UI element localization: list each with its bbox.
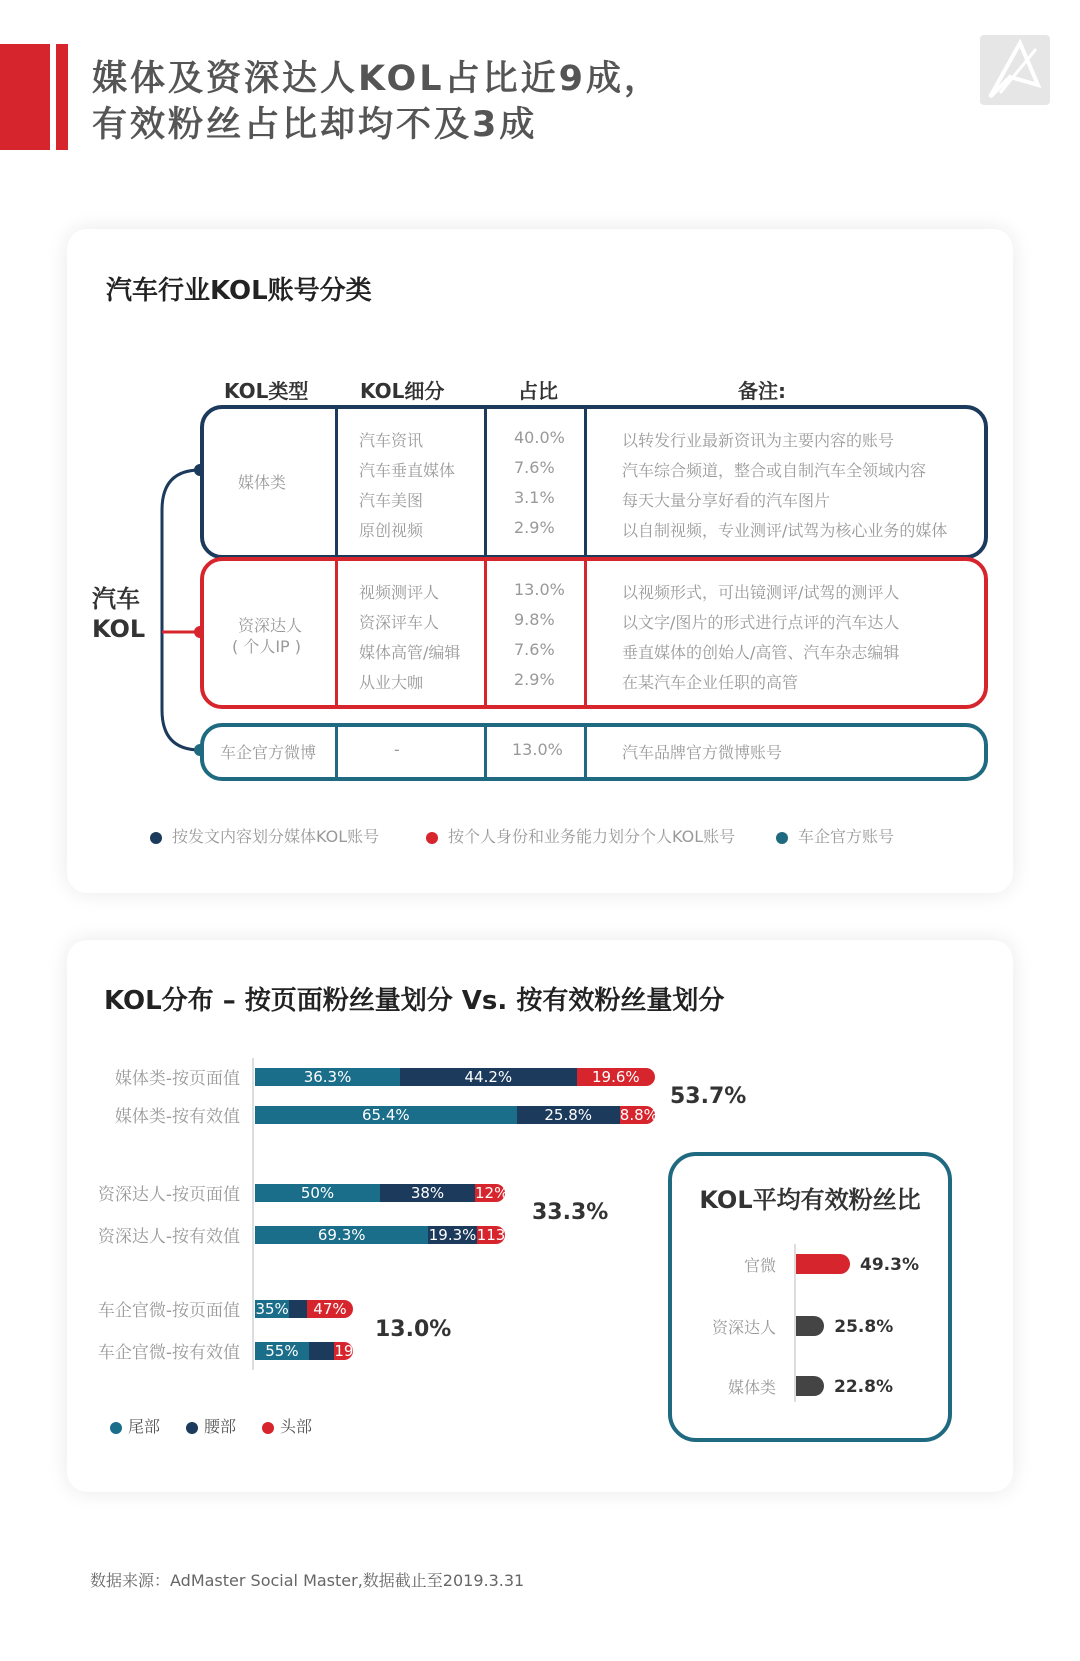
- bar-segment-腰部: 38%: [380, 1184, 475, 1202]
- bar-category-label: 车企官微-按页面值: [97, 1301, 240, 1321]
- bar-segment-尾部: 55%: [255, 1342, 309, 1360]
- logo-triangle-icon: [980, 35, 1050, 105]
- group-official-type: 车企官方微博: [220, 743, 317, 762]
- legend-experts-label: 按个人身份和业务能力划分个人KOL账号: [448, 827, 736, 846]
- row-sub: 汽车美图: [359, 491, 424, 510]
- row-sub: 视频测评人: [359, 583, 440, 602]
- row-note: 以自制视频，专业测评/试驾为核心业务的媒体: [622, 521, 948, 540]
- bar-segment-头部: 19: [334, 1342, 354, 1360]
- bar-segment-腰部: 19.3%: [428, 1226, 477, 1244]
- chart-legend-head: [262, 1414, 312, 1437]
- header-accent-bar: [0, 44, 50, 150]
- group-official-divider-1: [335, 727, 338, 777]
- group-experts-divider-2: [484, 561, 487, 705]
- row-share: 2.9%: [514, 518, 555, 537]
- row-share: 7.6%: [514, 458, 555, 477]
- legend-waist-label: 腰部: [204, 1417, 237, 1436]
- bar-segment-腰部: [289, 1300, 307, 1318]
- row-sub: 从业大咖: [359, 673, 424, 692]
- group-experts-divider-1: [335, 561, 338, 705]
- row-share: 7.6%: [514, 640, 555, 659]
- bar-segment-尾部: 69.3%: [255, 1226, 428, 1244]
- bar-segment-尾部: 35%: [255, 1300, 289, 1318]
- brand-logo: [980, 35, 1050, 105]
- legend-waist-dot-icon: [186, 1422, 198, 1434]
- row-share: 40.0%: [514, 428, 565, 447]
- bar-segment-腰部: 25.8%: [517, 1106, 620, 1124]
- chart-legend-tail: [110, 1414, 160, 1437]
- bar-category-label: 媒体类-按页面值: [114, 1069, 240, 1089]
- row-share: 13.0%: [514, 580, 565, 599]
- group-share-experts: 33.3%: [532, 1200, 609, 1225]
- bar-segment-尾部: 36.3%: [255, 1068, 400, 1086]
- row-note: 汽车品牌官方微博账号: [622, 743, 783, 762]
- page-title: [92, 56, 662, 148]
- distribution-title: KOL分布 – 按页面粉丝量划分 Vs. 按有效粉丝量划分: [104, 986, 725, 1016]
- stacked-bar: [255, 1342, 353, 1360]
- stacked-bar: [255, 1106, 658, 1124]
- row-sub: 原创视频: [359, 521, 424, 540]
- legend-dot-navy-icon: [150, 832, 162, 844]
- row-share: 9.8%: [514, 610, 555, 629]
- row-note: 汽车综合频道，整合或自制汽车全领域内容: [622, 461, 927, 480]
- legend-head-dot-icon: [262, 1422, 274, 1434]
- header-note: 备注:: [738, 379, 786, 403]
- legend-experts: [426, 824, 735, 847]
- group-media-type: 媒体类: [238, 473, 287, 492]
- row-sub: -: [394, 740, 400, 759]
- row-share: 3.1%: [514, 488, 555, 507]
- stacked-bar: [255, 1068, 655, 1086]
- avg-bar: [796, 1254, 850, 1274]
- header-share: 占比: [518, 379, 558, 403]
- root-label-line1: 汽车: [92, 585, 140, 613]
- legend-official: [776, 824, 894, 847]
- avg-bar: [796, 1316, 824, 1336]
- page-title-line1: 媒体及资深达人KOL占比近9成，: [92, 59, 662, 99]
- avg-value-label: 22.8%: [834, 1377, 893, 1397]
- avg-value-label: 49.3%: [860, 1255, 919, 1275]
- avg-category-label: 媒体类: [727, 1378, 776, 1397]
- row-note: 每天大量分享好看的汽车图片: [622, 491, 831, 510]
- classification-title: 汽车行业KOL账号分类: [106, 276, 372, 306]
- avg-category-label: 官微: [743, 1256, 776, 1275]
- legend-official-label: 车企官方账号: [798, 827, 895, 846]
- bar-category-label: 媒体类-按有效值: [114, 1107, 240, 1127]
- page-title-line2: 有效粉丝占比却均不及3成: [92, 105, 538, 145]
- group-experts-type-sub: ( 个人IP ): [232, 637, 302, 656]
- bar-segment-头部: 113: [476, 1226, 506, 1244]
- root-label-line2: KOL: [92, 615, 146, 643]
- header-accent-bar-thin: [56, 44, 68, 150]
- bar-category-label: 资深达人-按页面值: [97, 1185, 240, 1205]
- legend-media-label: 按发文内容划分媒体KOL账号: [172, 827, 380, 846]
- bar-segment-头部: 12%: [475, 1184, 509, 1202]
- bar-category-label: 车企官微-按有效值: [97, 1343, 240, 1363]
- legend-tail-label: 尾部: [128, 1417, 161, 1436]
- group-experts-divider-3: [584, 561, 587, 705]
- row-note: 以文字/图片的形式进行点评的汽车达人: [622, 613, 900, 632]
- legend-dot-teal-icon: [776, 832, 788, 844]
- bar-category-label: 资深达人-按有效值: [97, 1227, 240, 1247]
- group-media-divider-3: [584, 409, 587, 555]
- group-share-media: 53.7%: [670, 1084, 747, 1109]
- bar-segment-尾部: 65.4%: [255, 1106, 517, 1124]
- bar-segment-头部: 19.6%: [577, 1068, 655, 1086]
- row-sub: 资深评车人: [359, 613, 440, 632]
- bar-segment-头部: 47%: [307, 1300, 353, 1318]
- row-note: 垂直媒体的创始人/高管、汽车杂志编辑: [622, 643, 900, 662]
- stacked-bar: [255, 1184, 509, 1202]
- avg-bar: [796, 1376, 824, 1396]
- group-official-divider-2: [484, 727, 487, 777]
- bar-segment-腰部: [309, 1342, 334, 1360]
- legend-media: [150, 824, 379, 847]
- row-share: 2.9%: [514, 670, 555, 689]
- row-sub: 汽车资讯: [359, 431, 424, 450]
- row-sub: 汽车垂直媒体: [359, 461, 456, 480]
- group-media-divider-1: [335, 409, 338, 555]
- group-experts-type: 资深达人: [238, 616, 303, 635]
- root-label: [92, 584, 145, 644]
- header-kol-type: KOL类型: [224, 379, 309, 403]
- bar-segment-腰部: 44.2%: [400, 1068, 577, 1086]
- avg-category-label: 资深达人: [711, 1318, 776, 1337]
- group-share-official: 13.0%: [375, 1317, 452, 1342]
- header-kol-sub: KOL细分: [360, 379, 445, 403]
- row-note: 以转发行业最新资讯为主要内容的账号: [622, 431, 895, 450]
- avg-value-label: 25.8%: [834, 1317, 894, 1337]
- row-note: 以视频形式，可出镜测评/试驾的测评人: [622, 583, 900, 602]
- bar-segment-头部: 8.8%: [619, 1106, 658, 1124]
- bar-segment-尾部: 50%: [255, 1184, 380, 1202]
- data-source: 数据来源：AdMaster Social Master,数据截止至2019.3.31: [90, 1571, 525, 1590]
- stacked-bar: [255, 1226, 505, 1244]
- group-official-divider-3: [584, 727, 587, 777]
- row-sub: 媒体高管/编辑: [359, 643, 461, 662]
- legend-dot-red-icon: [426, 832, 438, 844]
- legend-head-label: 头部: [280, 1417, 313, 1436]
- chart-legend-waist: [186, 1414, 236, 1437]
- chart-axis: [252, 1058, 254, 1370]
- row-share: 13.0%: [512, 740, 563, 759]
- row-note: 在某汽车企业任职的高管: [622, 673, 799, 692]
- group-media-divider-2: [484, 409, 487, 555]
- avg-effective-fans-title: KOL平均有效粉丝比: [699, 1186, 921, 1214]
- group-official: [200, 723, 988, 781]
- legend-tail-dot-icon: [110, 1422, 122, 1434]
- stacked-bar: [255, 1300, 353, 1318]
